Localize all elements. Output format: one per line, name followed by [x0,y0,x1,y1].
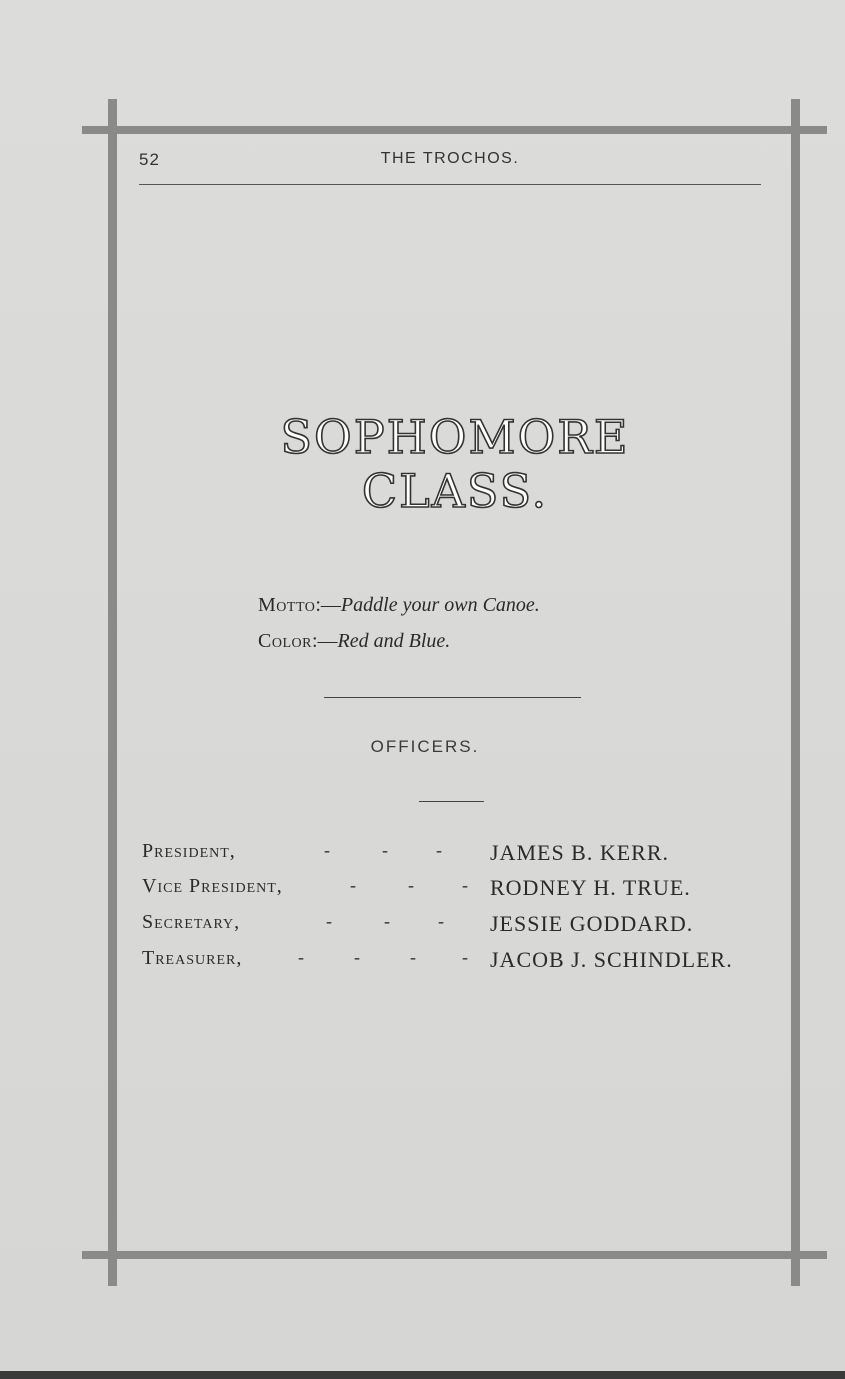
officer-row-treasurer: Treasurer, - - - - JACOB J. SCHINDLER. [142,947,733,972]
border-bottom [82,1251,827,1259]
officer-row-vice-president: Vice President, - - - RODNEY H. TRUE. [142,875,691,900]
border-top [82,126,827,134]
motto-value: Paddle your own Canoe. [340,594,540,616]
header-rule [139,184,761,185]
short-rule [419,801,484,802]
scan-edge [0,1371,845,1379]
section-rule [324,697,581,698]
officer-name: RODNEY H. TRUE. [490,875,691,900]
officer-name: JESSIE GODDARD. [490,911,694,936]
officer-role: President, [142,840,236,862]
page-number: 52 [139,150,160,169]
page-title: SOPHOMORE CLASS. [280,410,630,518]
motto-label: Motto [258,594,316,616]
running-head: THE TROCHOS. [380,150,520,167]
color-label: Color [258,630,312,652]
border-right [791,99,800,1286]
officer-name: JACOB J. SCHINDLER. [490,947,733,972]
border-left [108,99,117,1286]
motto-separator: :— [315,594,341,616]
officer-role: Secretary, [142,911,241,933]
color-line [258,630,450,653]
officer-role: Vice President, [142,875,283,897]
color-value: Red and Blue. [337,630,451,652]
officers-heading: OFFICERS. [370,737,480,756]
officer-row-secretary: Secretary, - - - JESSIE GODDARD. [142,911,694,936]
color-separator: :— [311,630,338,652]
officer-role: Treasurer, [142,947,243,969]
motto-line [258,594,540,617]
officer-row-president: President, - - - JAMES B. KERR. [142,840,670,865]
officer-name: JAMES B. KERR. [490,840,670,865]
